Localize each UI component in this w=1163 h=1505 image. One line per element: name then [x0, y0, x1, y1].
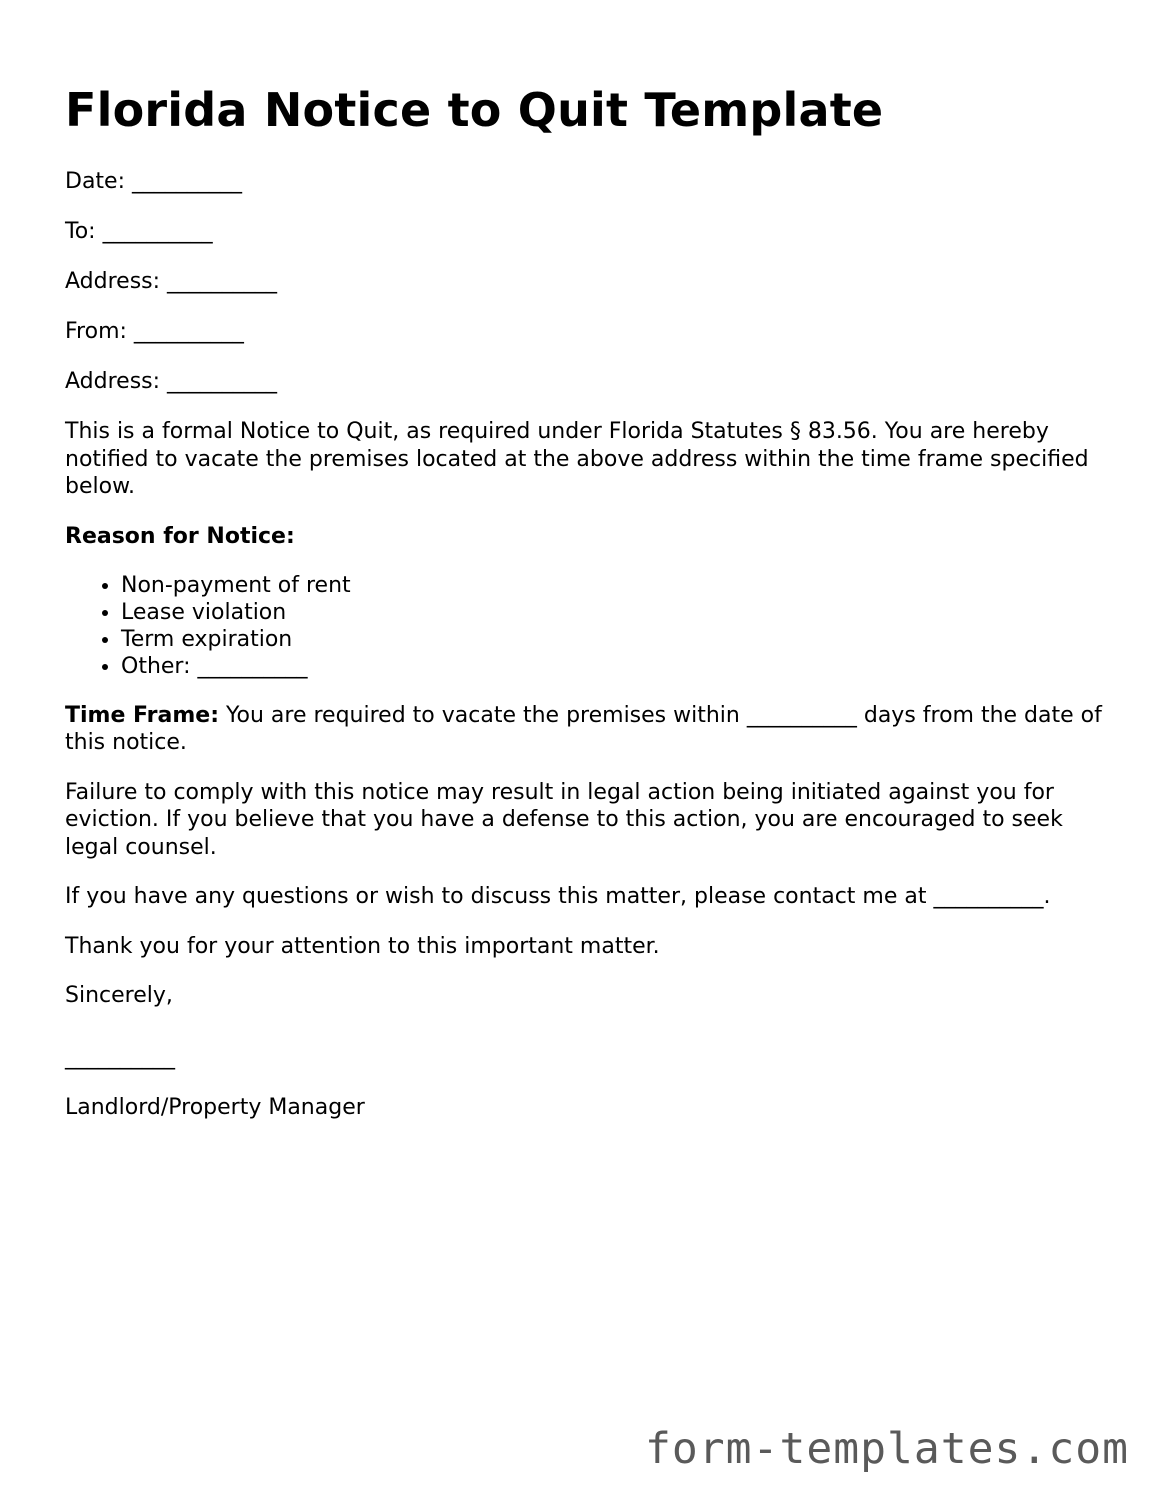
date-field: Date: __________ [65, 169, 242, 194]
time-frame-label: Time Frame: [65, 702, 220, 728]
document-page [65, 80, 1105, 1122]
reason-list [65, 572, 1105, 680]
document-title: Florida Notice to Quit Template [65, 83, 884, 137]
time-frame-paragraph [65, 702, 1105, 757]
contact-paragraph: If you have any questions or wish to discuss this matter, please contact me at __________. [65, 884, 1051, 909]
to-field: To: __________ [65, 219, 213, 244]
thanks-paragraph: Thank you for your attention to this important matter. [65, 933, 660, 959]
signature-line: __________ [65, 1044, 175, 1070]
watermark: form-templates.com [645, 1424, 1129, 1474]
failure-paragraph: Failure to comply with this notice may result in legal action being initiated against you for eviction. If you believe that you have a defense to this action, you are encouraged to seek legal counsel. [65, 779, 1063, 860]
reason-item-nonpayment: • Non-payment of rent [121, 572, 1105, 599]
reason-item-term-expiration: • Term expiration [121, 626, 1105, 653]
intro-paragraph: This is a formal Notice to Quit, as required under Florida Statutes § 83.56. You are hereby notified to vacate the premises located at the above address within the time frame specified below. [65, 419, 1089, 499]
to-address-field: Address: __________ [65, 269, 278, 294]
reason-heading: Reason for Notice: [65, 523, 295, 549]
signature-title: Landlord/Property Manager [65, 1094, 365, 1120]
reason-item-lease-violation: • Lease violation [121, 599, 1105, 626]
time-frame-text: You are required to vacate the premises within __________ days from the date of this notice. [65, 702, 1102, 755]
closing: Sincerely, [65, 983, 173, 1008]
reason-item-other: • Other: __________ [121, 653, 1105, 680]
from-address-field: Address: __________ [65, 369, 278, 394]
from-field: From: __________ [65, 319, 244, 344]
